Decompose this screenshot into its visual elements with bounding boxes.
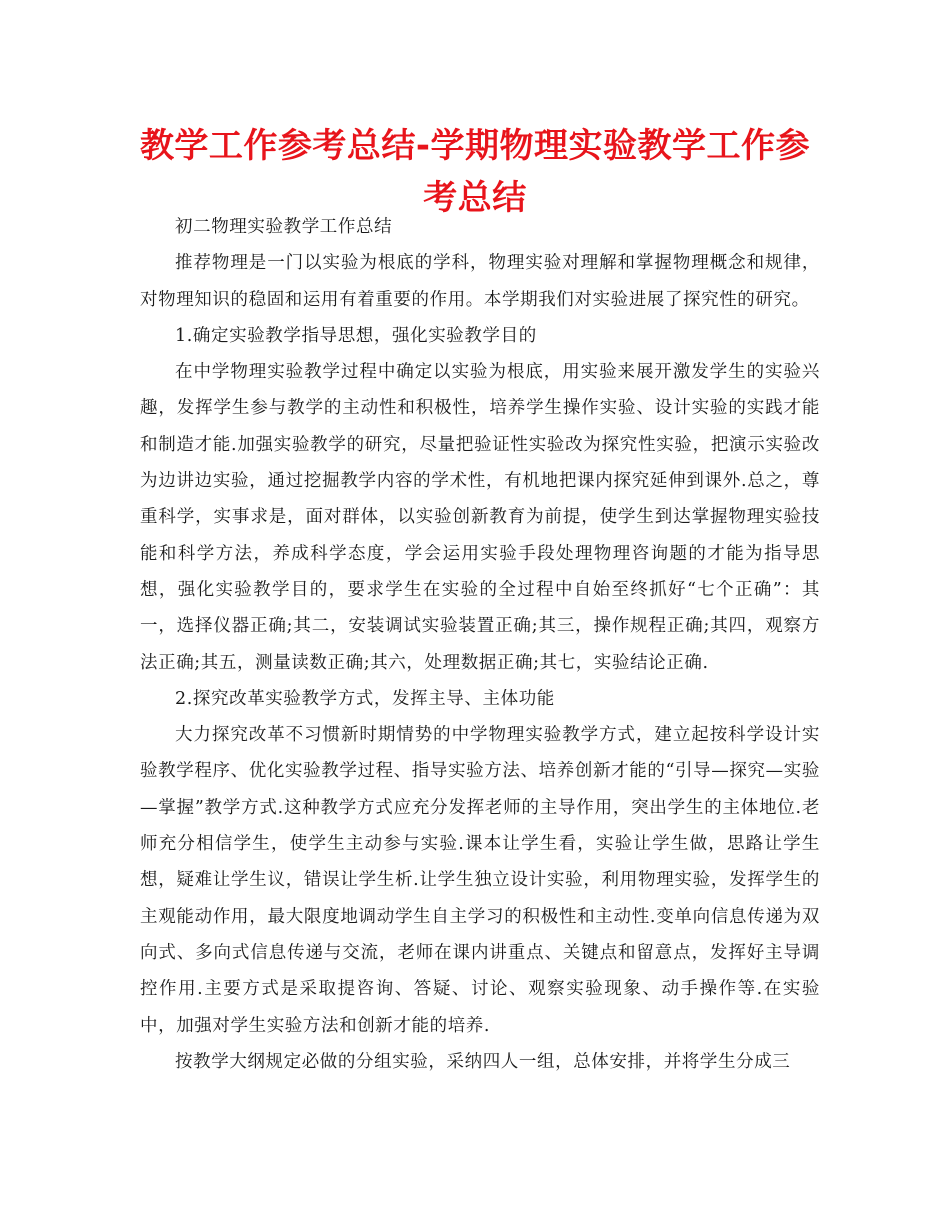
subheading: 初二物理实验教学工作总结 [175, 217, 393, 237]
document-body [140, 209, 820, 1080]
section-heading-1: 1.确定实验教学指导思想，强化实验教学目的 [175, 325, 537, 346]
document-title: 教学工作参考总结-学期物理实验教学工作参考总结 [139, 126, 811, 218]
section-heading-2: 2.探究改革实验教学方式，发挥主导、主体功能 [175, 688, 555, 709]
paragraph-section-2: 大力探究改革不习惯新时期情势的中学物理实验教学方式，建立起按科学设计实验教学程序、优化实验教学过程、指导实验方法、培养创新才能的“引导—探究—实验—掌握”教学方式.这种教学方式应充分发挥老师的主导作用，突出学生的主体地位.老师充分相信学生，使学生主动参与实验.课本让学生看，实验让学生做，思路让学生想，疑难让学生议，错误让学生析.让学生独立设计实验，利用物理实验，发挥学生的主观能动作用，最大限度地调动学生自主学习的积极性和主动性.变单向信息传递为双向式、多向式信息传递与交流，老师在课内讲重点、关键点和留意点，发挥好主导调控作用.主要方式是采取提咨询、答疑、讨论、观察实验现象、动手操作等.在实验中，加强对学生实验方法和创新才能的培养. [140, 725, 820, 1036]
paragraph-group-experiments: 按教学大纲规定必做的分组实验，采纳四人一组，总体安排，并将学生分成三 [175, 1051, 791, 1072]
paragraph-section-1: 在中学物理实验教学过程中确定以实验为根底，用实验来展开激发学生的实验兴趣，发挥学生参与教学的主动性和积极性，培养学生操作实验、设计实验的实践才能和制造才能.加强实验教学的研究，尽量把验证性实验改为探究性实验，把演示实验改为边讲边实验，通过挖掘教学内容的学术性，有机地把课内探究延伸到课外.总之，尊重科学，实事求是，面对群体，以实验创新教育为前提，使学生到达掌握物理实验技能和科学方法，养成科学态度，学会运用实验手段处理物理咨询题的才能为指导思想，强化实验教学目的，要求学生在实验的全过程中自始至终抓好“七个正确”：其一，选择仪器正确;其二，安装调试实验装置正确;其三，操作规程正确;其四，观察方法正确;其五，测量读数正确;其六，处理数据正确;其七，实验结论正确. [140, 362, 820, 673]
paragraph-intro: 推荐物理是一门以实验为根底的学科，物理实验对理解和掌握物理概念和规律，对物理知识的稳固和运用有着重要的作用。本学期我们对实验进展了探究性的研究。 [140, 253, 820, 310]
